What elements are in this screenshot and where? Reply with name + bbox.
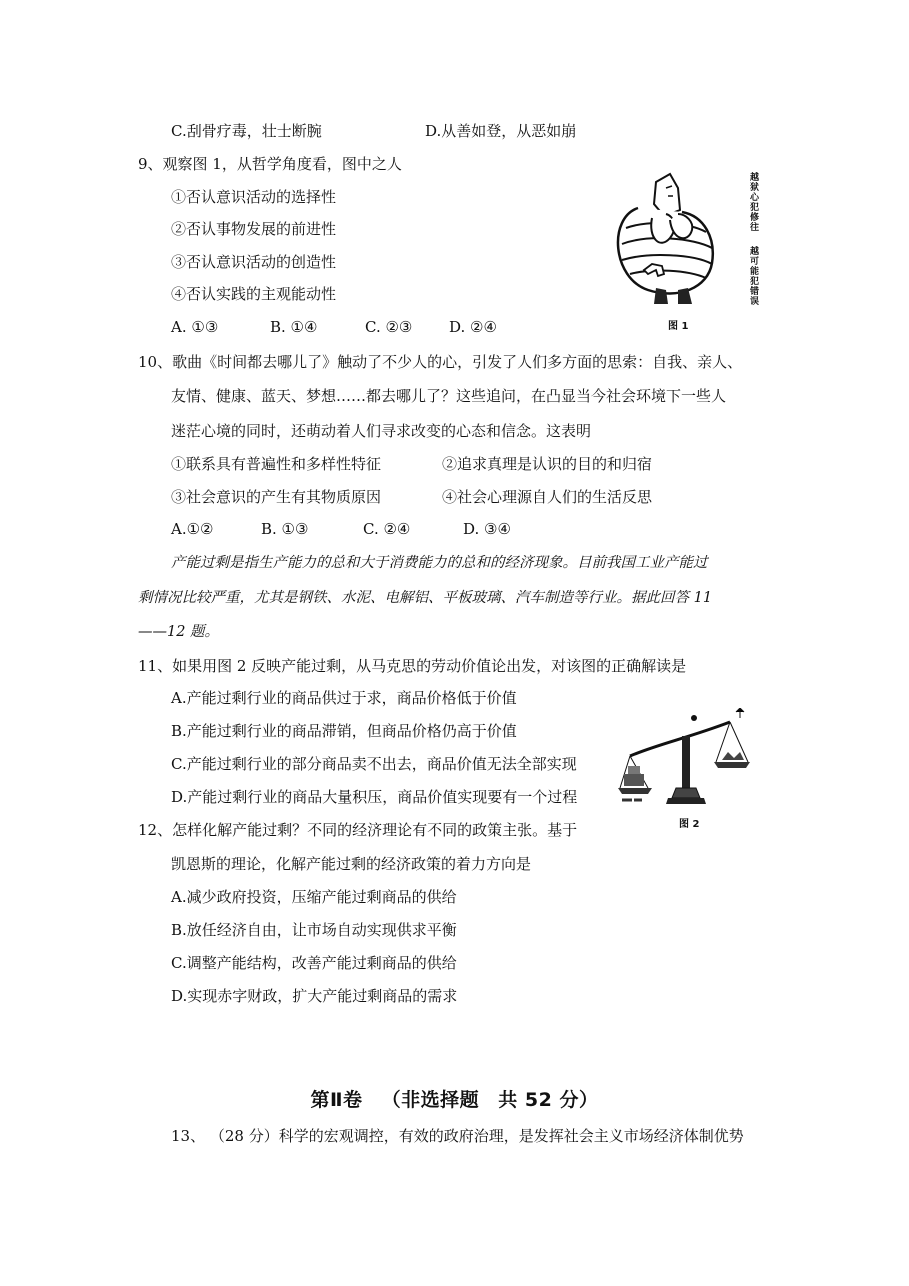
- q10-stem-line-1: 10、歌曲《时间都去哪儿了》触动了不少人的心，引发了人们多方面的思索：自我、亲人、: [138, 353, 743, 371]
- q9-option-b: B. ①④: [270, 318, 318, 336]
- q11-option-d: D.产能过剩行业的商品大量积压，商品价值实现要有一个过程: [171, 788, 578, 806]
- q12-option-a: A.减少政府投资，压缩产能过剩商品的供给: [171, 888, 457, 906]
- figure-1-caption: 图 1: [668, 321, 689, 332]
- section-2-title-part-2: （非选择题: [381, 1089, 480, 1111]
- q12-option-b: B.放任经济自由，让市场自动实现供求平衡: [171, 921, 457, 939]
- q10-option-d: D. ③④: [463, 520, 511, 538]
- figure-2-caption: 图 2: [679, 819, 700, 830]
- material-line-2: 剩情况比较严重，尤其是钢铁、水泥、电解铝、平板玻璃、汽车制造等行业。据此回答 11: [138, 590, 713, 606]
- q10-item-2: ②追求真理是认识的目的和归宿: [442, 455, 653, 473]
- section-2-title-part-1: 第Ⅱ卷: [310, 1089, 363, 1111]
- q9-item-2: ②否认事物发展的前进性: [171, 220, 337, 238]
- q11-option-c: C.产能过剩行业的部分商品卖不出去，商品价值无法全部实现: [171, 755, 577, 773]
- q10-option-b: B. ①③: [261, 520, 309, 538]
- q11-stem: 11、如果用图 2 反映产能过剩，从马克思的劳动价值论出发，对该图的正确解读是: [138, 657, 687, 675]
- q11-option-a: A.产能过剩行业的商品供过于求，商品价格低于价值: [171, 689, 517, 707]
- q9-item-4: ④否认实践的主观能动性: [171, 285, 337, 303]
- q10-item-1: ①联系具有普遍性和多样性特征: [171, 455, 382, 473]
- q8-option-d: D.从善如登，从恶如崩: [425, 122, 577, 140]
- figure-1-cartoon: [608, 168, 768, 313]
- figure-2-balance-scale: [618, 708, 768, 808]
- q12-option-c: C.调整产能结构，改善产能过剩商品的供给: [171, 954, 457, 972]
- q12-stem-line-2: 凯恩斯的理论，化解产能过剩的经济政策的着力方向是: [171, 855, 532, 873]
- q9-option-a: A. ①③: [171, 318, 219, 336]
- q10-item-3: ③社会意识的产生有其物质原因: [171, 488, 382, 506]
- q13-stem: 13、 （28 分）科学的宏观调控，有效的政府治理，是发挥社会主义市场经济体制优势: [171, 1127, 744, 1145]
- q8-option-c: C.刮骨疗毒，壮士断腕: [171, 122, 322, 140]
- section-2-title: [0, 1085, 909, 1112]
- figure-1-text-2: 越可能犯错误: [748, 246, 758, 306]
- q9-stem: 9、观察图 1，从哲学角度看，图中之人: [138, 155, 402, 173]
- q12-stem-line-1: 12、怎样化解产能过剩？不同的经济理论有不同的政策主张。基于: [138, 821, 578, 839]
- section-2-title-part-3: 共 52 分）: [498, 1089, 599, 1111]
- q9-option-d: D. ②④: [449, 318, 497, 336]
- q9-item-3: ③否认意识活动的创造性: [171, 253, 337, 271]
- q10-item-4: ④社会心理源自人们的生活反思: [442, 488, 653, 506]
- q10-option-c: C. ②④: [363, 520, 411, 538]
- q9-option-c: C. ②③: [365, 318, 413, 336]
- q10-option-a: A.①②: [171, 520, 214, 538]
- q9-item-1: ①否认意识活动的选择性: [171, 188, 337, 206]
- q11-option-b: B.产能过剩行业的商品滞销，但商品价格仍高于价值: [171, 722, 517, 740]
- material-line-3: ——12 题。: [138, 624, 220, 640]
- q10-stem-line-3: 迷茫心境的同时，还萌动着人们寻求改变的心态和信念。这表明: [171, 422, 592, 440]
- figure-1-text-1: 越狱心犯修往: [748, 172, 758, 232]
- q12-option-d: D.实现赤字财政，扩大产能过剩商品的需求: [171, 987, 458, 1005]
- material-line-1: 产能过剩是指生产能力的总和大于消费能力的总和的经济现象。目前我国工业产能过: [171, 555, 708, 571]
- q10-stem-line-2: 友情、健康、蓝天、梦想……都去哪儿了？这些追问，在凸显当今社会环境下一些人: [171, 387, 727, 405]
